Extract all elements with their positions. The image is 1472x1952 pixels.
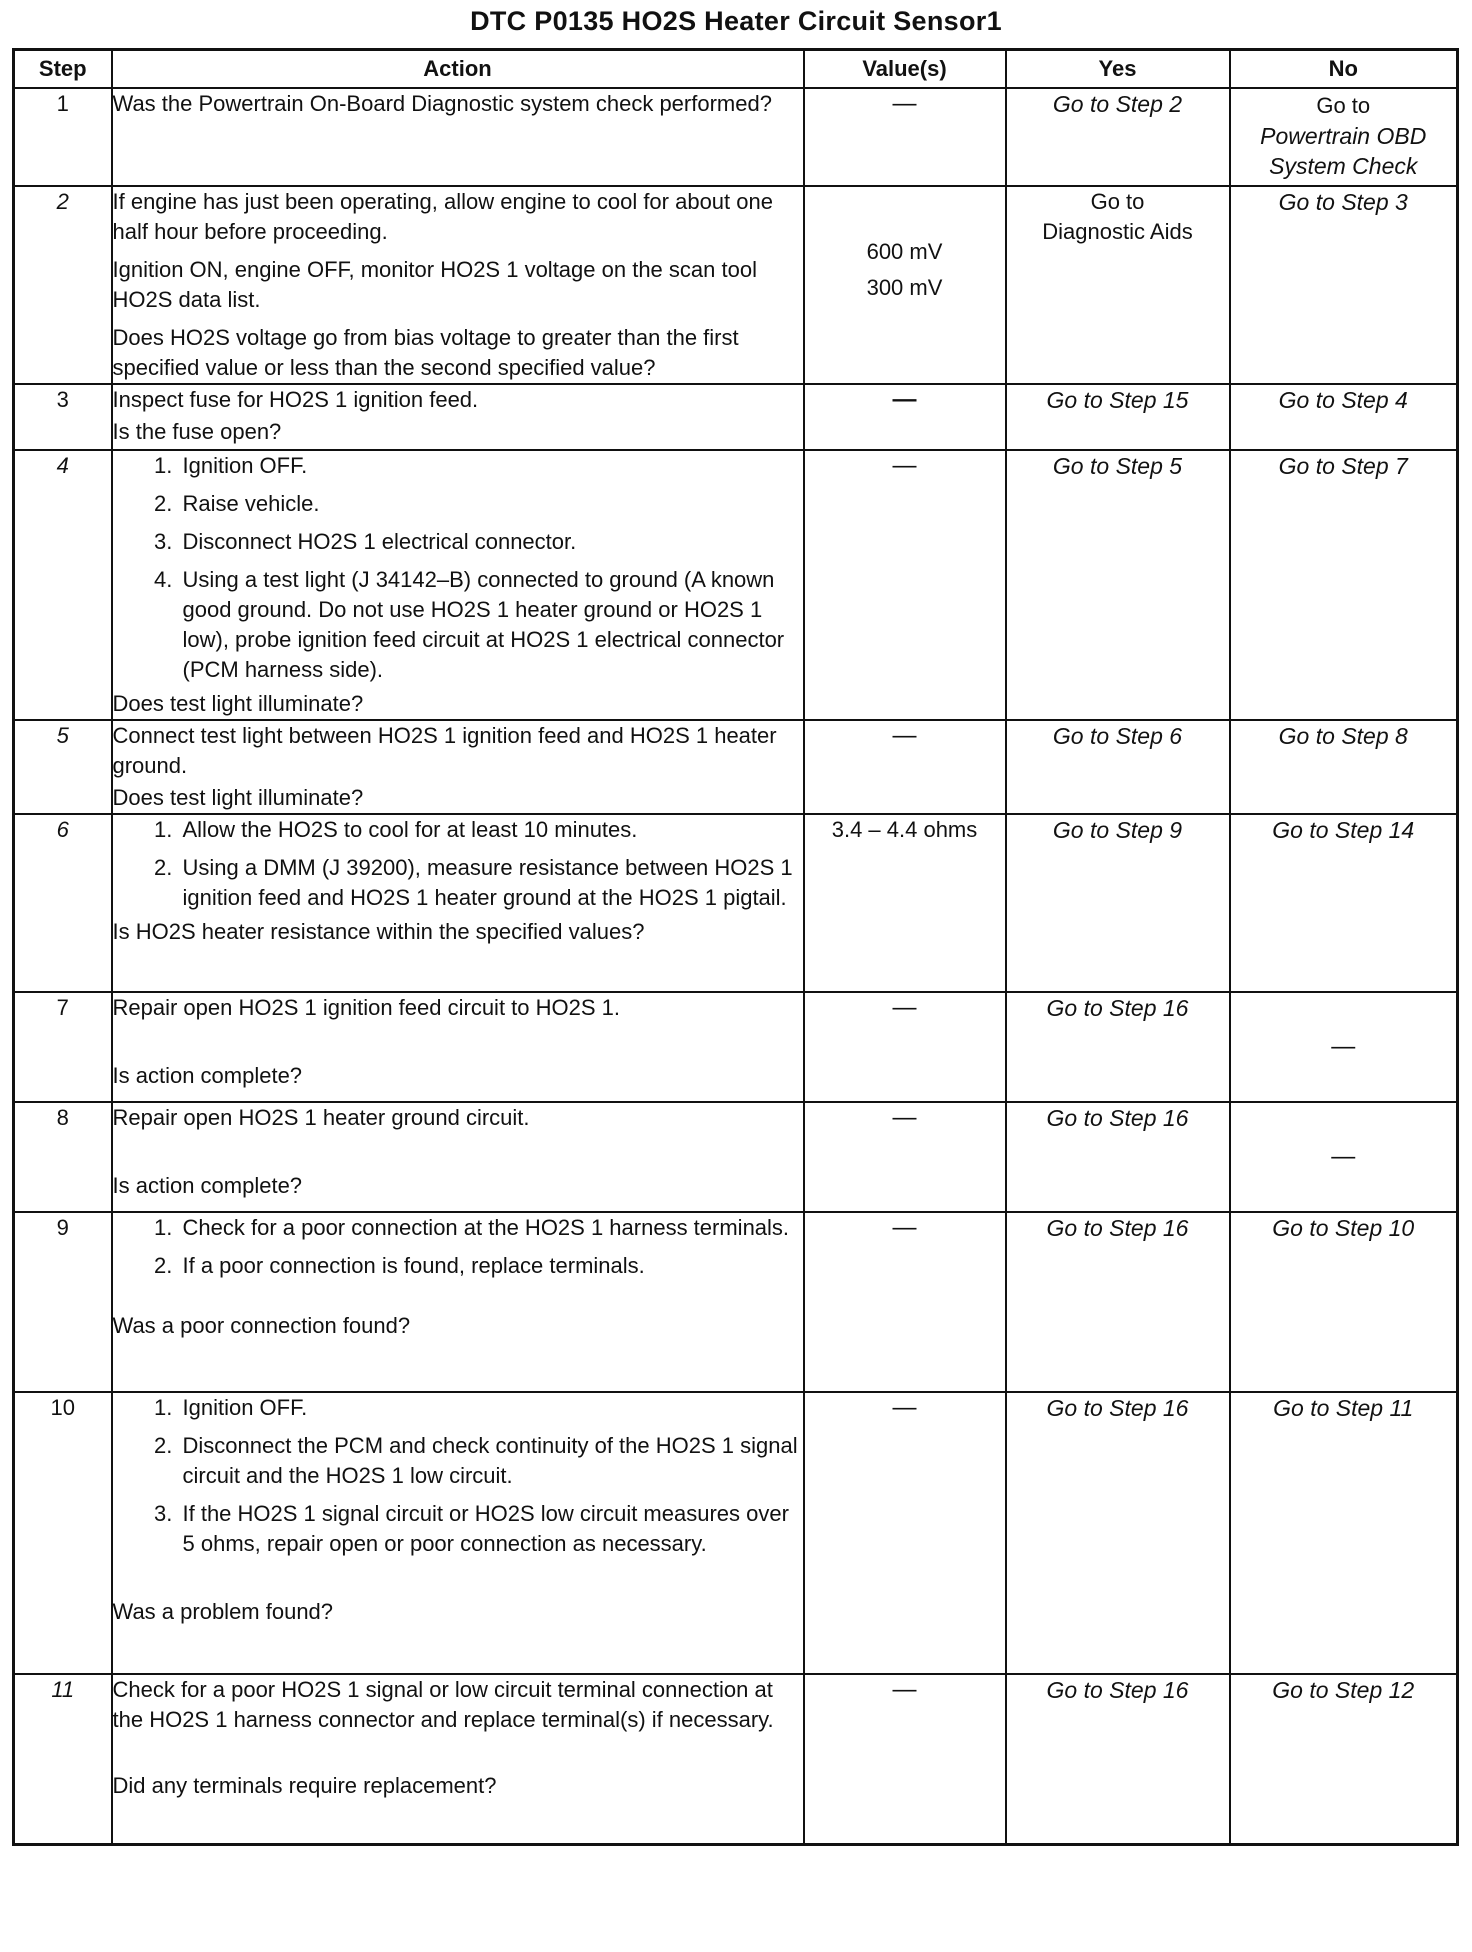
- value-cell: —: [804, 720, 1006, 814]
- step-number: 10: [14, 1392, 112, 1674]
- action-steps-list: [113, 1213, 803, 1281]
- yes-cell: Go to Step 16: [1006, 1392, 1230, 1674]
- list-item: 2. If a poor connection is found, replace terminals.: [179, 1251, 803, 1281]
- table-row: [14, 384, 1458, 450]
- yes-cell: Go to Step 16: [1006, 1102, 1230, 1212]
- value-cell: —: [804, 88, 1006, 186]
- action-steps-list: [113, 1393, 803, 1559]
- action-text: Check for a poor HO2S 1 signal or low circuit terminal connection at the HO2S 1 harness connector and replace terminal(s) if necessary.: [112, 1677, 774, 1732]
- value-cell: —: [804, 992, 1006, 1102]
- action-question: Did any terminals require replacement?: [112, 1773, 497, 1798]
- no-cell: Go to Step 4: [1230, 384, 1458, 450]
- header-row: [14, 50, 1458, 89]
- action-cell: [112, 88, 804, 186]
- action-question: Is the fuse open?: [112, 419, 282, 444]
- table-row: [14, 450, 1458, 720]
- list-item: 2. Using a DMM (J 39200), measure resistance between HO2S 1 ignition feed and HO2S 1 heater ground at the HO2S 1 pigtail.: [179, 853, 803, 913]
- step-number: 3: [14, 384, 112, 450]
- header-no: No: [1230, 50, 1458, 89]
- no-cell: Go to Step 7: [1230, 450, 1458, 720]
- action-question: Does test light illuminate?: [112, 691, 364, 716]
- step-number: 1: [14, 88, 112, 186]
- action-cell: [112, 450, 804, 720]
- yes-cell: Go to Step 15: [1006, 384, 1230, 450]
- value-cell: —: [804, 1674, 1006, 1844]
- yes-cell: Go to Step 16: [1006, 1212, 1230, 1392]
- header-values: Value(s): [804, 50, 1006, 89]
- yes-cell: Go to Step 6: [1006, 720, 1230, 814]
- no-cell: Go to Step 11: [1230, 1392, 1458, 1674]
- step-number: 8: [14, 1102, 112, 1212]
- no-cell: —: [1230, 1102, 1458, 1212]
- action-question: Is action complete?: [112, 1063, 303, 1088]
- step-number: 2: [14, 186, 112, 384]
- value-cell: —: [804, 384, 1006, 450]
- table-row: [14, 1674, 1458, 1844]
- value-cell: —: [804, 1102, 1006, 1212]
- action-steps-list: [113, 815, 803, 913]
- yes-cell: Go to Diagnostic Aids: [1006, 186, 1230, 384]
- header-yes: Yes: [1006, 50, 1230, 89]
- list-item: 1. Ignition OFF.: [179, 1393, 803, 1423]
- value-cell: 3.4 – 4.4 ohms: [804, 814, 1006, 992]
- action-text: If engine has just been operating, allow engine to cool for about one half hour before proceeding.: [112, 189, 773, 244]
- action-cell: [112, 720, 804, 814]
- no-cell: Go to Step 8: [1230, 720, 1458, 814]
- list-item: 1. Allow the HO2S to cool for at least 10 minutes.: [179, 815, 803, 845]
- action-text: Repair open HO2S 1 heater ground circuit.: [112, 1105, 530, 1130]
- action-cell: [112, 992, 804, 1102]
- table-row: [14, 720, 1458, 814]
- action-cell: [112, 1674, 804, 1844]
- action-cell: [112, 1212, 804, 1392]
- action-cell: [112, 186, 804, 384]
- yes-cell: Go to Step 2: [1006, 88, 1230, 186]
- table-row: [14, 1392, 1458, 1674]
- action-text: Repair open HO2S 1 ignition feed circuit to HO2S 1.: [112, 995, 620, 1020]
- action-text: Was the Powertrain On-Board Diagnostic system check performed?: [112, 91, 772, 116]
- yes-cell: Go to Step 16: [1006, 992, 1230, 1102]
- step-number: 7: [14, 992, 112, 1102]
- action-cell: [112, 814, 804, 992]
- table-row: [14, 1212, 1458, 1392]
- list-item: 4. Using a test light (J 34142–B) connected to ground (A known good ground. Do not use HO2S 1 heater ground or HO2S 1 low), probe ignition feed circuit at HO2S 1 electrical connector (PCM harness side).: [179, 565, 803, 685]
- table-row: [14, 992, 1458, 1102]
- action-text: Ignition ON, engine OFF, monitor HO2S 1 voltage on the scan tool HO2S data list.: [112, 257, 757, 312]
- action-question: Is HO2S heater resistance within the specified values?: [112, 919, 645, 944]
- table-row: [14, 814, 1458, 992]
- step-number: 6: [14, 814, 112, 992]
- value-cell: 600 mV 300 mV: [804, 186, 1006, 384]
- list-item: 1. Ignition OFF.: [179, 451, 803, 481]
- step-number: 5: [14, 720, 112, 814]
- header-step: Step: [14, 50, 112, 89]
- no-cell: Go to Step 14: [1230, 814, 1458, 992]
- action-text: Inspect fuse for HO2S 1 ignition feed.: [112, 387, 479, 412]
- action-cell: [112, 384, 804, 450]
- yes-cell: Go to Step 16: [1006, 1674, 1230, 1844]
- action-steps-list: [113, 451, 803, 685]
- value-cell: —: [804, 1212, 1006, 1392]
- action-question: Was a poor connection found?: [112, 1313, 411, 1338]
- list-item: 1. Check for a poor connection at the HO2S 1 harness terminals.: [179, 1213, 803, 1243]
- action-question: Was a problem found?: [112, 1599, 334, 1624]
- action-question: Is action complete?: [112, 1173, 303, 1198]
- value-cell: —: [804, 450, 1006, 720]
- table-row: [14, 186, 1458, 384]
- list-item: 3. If the HO2S 1 signal circuit or HO2S low circuit measures over 5 ohms, repair open or poor connection as necessary.: [179, 1499, 803, 1559]
- step-number: 11: [14, 1674, 112, 1844]
- table-row: [14, 1102, 1458, 1212]
- no-cell: Go to Step 10: [1230, 1212, 1458, 1392]
- yes-cell: Go to Step 5: [1006, 450, 1230, 720]
- action-text: Connect test light between HO2S 1 ignition feed and HO2S 1 heater ground.: [112, 723, 777, 778]
- step-number: 4: [14, 450, 112, 720]
- header-action: Action: [112, 50, 804, 89]
- action-question: Does HO2S voltage go from bias voltage to greater than the first specified value or less than the second specified value?: [112, 325, 739, 380]
- no-cell: Go to Powertrain OBD System Check: [1230, 88, 1458, 186]
- value-cell: —: [804, 1392, 1006, 1674]
- page-title: DTC P0135 HO2S Heater Circuit Sensor1: [470, 6, 1002, 36]
- action-cell: [112, 1102, 804, 1212]
- no-cell: Go to Step 3: [1230, 186, 1458, 384]
- no-cell: Go to Step 12: [1230, 1674, 1458, 1844]
- table-row: [14, 88, 1458, 186]
- step-number: 9: [14, 1212, 112, 1392]
- no-cell: —: [1230, 992, 1458, 1102]
- list-item: 3. Disconnect HO2S 1 electrical connector.: [179, 527, 803, 557]
- diagnostic-table: [12, 48, 1459, 1846]
- yes-cell: Go to Step 9: [1006, 814, 1230, 992]
- list-item: 2. Raise vehicle.: [179, 489, 803, 519]
- action-question: Does test light illuminate?: [112, 785, 364, 810]
- list-item: 2. Disconnect the PCM and check continuity of the HO2S 1 signal circuit and the HO2S 1 low circuit.: [179, 1431, 803, 1491]
- action-cell: [112, 1392, 804, 1674]
